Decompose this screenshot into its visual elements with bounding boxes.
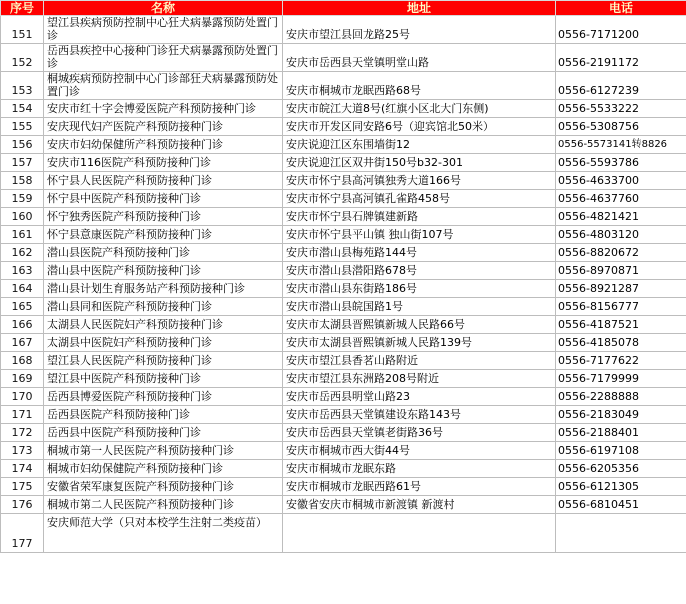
table-row [1, 514, 686, 553]
table-row [1, 388, 686, 406]
clinic-name-cell[interactable]: 望江县中医院产科预防接种门诊 [44, 370, 283, 388]
table-row [1, 208, 686, 226]
table-row [1, 424, 686, 442]
address-cell[interactable]: 安庆市潜山县梅苑路144号 [283, 244, 556, 262]
phone-cell[interactable]: 0556-8921287 [556, 280, 686, 298]
row-number-cell[interactable]: 153 [1, 72, 44, 100]
address-cell[interactable] [283, 514, 556, 553]
phone-cell[interactable]: 0556-5533222 [556, 100, 686, 118]
row-number-cell[interactable]: 158 [1, 172, 44, 190]
table-row [1, 334, 686, 352]
phone-cell[interactable]: 0556-5308756 [556, 118, 686, 136]
clinic-name-cell[interactable]: 安庆现代妇产医院产科预防接种门诊 [44, 118, 283, 136]
phone-cell[interactable]: 0556-2191172 [556, 44, 686, 72]
row-number-cell[interactable]: 175 [1, 478, 44, 496]
table-row [1, 190, 686, 208]
clinic-name-cell[interactable]: 安庆市红十字会博爱医院产科预防接种门诊 [44, 100, 283, 118]
row-number-cell[interactable]: 151 [1, 16, 44, 44]
table-row [1, 72, 686, 100]
phone-cell[interactable]: 0556-2188401 [556, 424, 686, 442]
header-phone[interactable]: 电话 [556, 1, 686, 16]
clinic-name-cell[interactable]: 岳西县疾控中心接种门诊狂犬病暴露预防处置门诊 [44, 44, 283, 72]
header-no[interactable]: 序号 [1, 1, 44, 16]
row-number-cell[interactable]: 167 [1, 334, 44, 352]
table-row [1, 460, 686, 478]
address-cell[interactable]: 安庆市怀宁县石牌镇建新路 [283, 208, 556, 226]
address-cell[interactable]: 安庆市桐城市龙眠西路68号 [283, 72, 556, 100]
table-row [1, 352, 686, 370]
address-cell[interactable]: 安庆市望江县东洲路208号附近 [283, 370, 556, 388]
address-cell[interactable]: 安庆市望江县回龙路25号 [283, 16, 556, 44]
table-row [1, 136, 686, 154]
phone-cell[interactable]: 0556-6127239 [556, 72, 686, 100]
phone-cell[interactable]: 0556-5593786 [556, 154, 686, 172]
address-cell[interactable]: 安庆市岳西县天堂镇明堂山路 [283, 44, 556, 72]
phone-cell[interactable] [556, 514, 686, 553]
row-number-cell[interactable]: 156 [1, 136, 44, 154]
table-body [1, 16, 686, 553]
row-number-cell[interactable]: 168 [1, 352, 44, 370]
clinic-name-cell[interactable]: 怀宁县中医院产科预防接种门诊 [44, 190, 283, 208]
phone-cell[interactable]: 0556-6197108 [556, 442, 686, 460]
phone-cell[interactable]: 0556-4187521 [556, 316, 686, 334]
row-number-cell[interactable]: 173 [1, 442, 44, 460]
clinic-name-cell[interactable]: 桐城市第一人民医院产科预防接种门诊 [44, 442, 283, 460]
address-cell[interactable]: 安庆市开发区同安路6号（迎宾馆北50米） [283, 118, 556, 136]
clinic-name-cell[interactable]: 安庆市116医院产科预防接种门诊 [44, 154, 283, 172]
clinic-name-cell[interactable]: 潜山县同和医院产科预防接种门诊 [44, 298, 283, 316]
row-number-cell[interactable]: 174 [1, 460, 44, 478]
row-number-cell[interactable]: 160 [1, 208, 44, 226]
address-cell[interactable]: 安庆市岳西县天堂镇建设东路143号 [283, 406, 556, 424]
phone-cell[interactable]: 0556-6205356 [556, 460, 686, 478]
clinic-name-cell[interactable]: 怀宁县意康医院产科预防接种门诊 [44, 226, 283, 244]
address-cell[interactable]: 安庆市岳西县明堂山路23 [283, 388, 556, 406]
table-row [1, 226, 686, 244]
phone-cell[interactable]: 0556-2288888 [556, 388, 686, 406]
row-number-cell[interactable]: 157 [1, 154, 44, 172]
header-address[interactable]: 地址 [283, 1, 556, 16]
row-number-cell[interactable]: 162 [1, 244, 44, 262]
address-cell[interactable]: 安庆市太湖县晋熙镇新城人民路66号 [283, 316, 556, 334]
row-number-cell[interactable]: 169 [1, 370, 44, 388]
address-cell[interactable]: 安庆市怀宁县平山镇 独山街107号 [283, 226, 556, 244]
address-cell[interactable]: 安庆市桐城市龙眠东路 [283, 460, 556, 478]
phone-cell[interactable]: 0556-7171200 [556, 16, 686, 44]
address-cell[interactable]: 安徽省安庆市桐城市新渡镇 新渡村 [283, 496, 556, 514]
table-row [1, 298, 686, 316]
phone-cell[interactable]: 0556-8970871 [556, 262, 686, 280]
clinic-name-cell[interactable]: 岳西县医院产科预防接种门诊 [44, 406, 283, 424]
phone-cell[interactable]: 0556-8156777 [556, 298, 686, 316]
row-number-cell[interactable]: 161 [1, 226, 44, 244]
phone-cell[interactable]: 0556-4633700 [556, 172, 686, 190]
clinic-name-cell[interactable]: 潜山县计划生育服务站产科预防接种门诊 [44, 280, 283, 298]
table-row [1, 316, 686, 334]
clinic-name-cell[interactable]: 潜山县医院产科预防接种门诊 [44, 244, 283, 262]
phone-cell[interactable]: 0556-4185078 [556, 334, 686, 352]
row-number-cell[interactable]: 171 [1, 406, 44, 424]
clinic-name-cell[interactable]: 安庆市妇幼保健所产科预防接种门诊 [44, 136, 283, 154]
row-number-cell[interactable]: 176 [1, 496, 44, 514]
row-number-cell[interactable]: 152 [1, 44, 44, 72]
clinic-name-cell[interactable]: 潜山县中医院产科预防接种门诊 [44, 262, 283, 280]
row-number-cell[interactable]: 159 [1, 190, 44, 208]
table-row [1, 478, 686, 496]
table-row [1, 16, 686, 44]
header-name[interactable]: 名称 [44, 1, 283, 16]
clinic-name-cell[interactable]: 怀宁县人民医院产科预防接种门诊 [44, 172, 283, 190]
clinic-name-cell[interactable]: 安庆师范大学（只对本校学生注射二类疫苗） [44, 514, 283, 553]
address-cell[interactable]: 安庆市怀宁县高河镇孔雀路458号 [283, 190, 556, 208]
clinic-name-cell[interactable]: 安徽省荣军康复医院产科预防接种门诊 [44, 478, 283, 496]
row-number-cell[interactable]: 170 [1, 388, 44, 406]
clinic-name-cell[interactable]: 岳西县博爱医院产科预防接种门诊 [44, 388, 283, 406]
address-cell[interactable]: 安庆说迎江区双井街150号b32-301 [283, 154, 556, 172]
phone-cell[interactable]: 0556-6121305 [556, 478, 686, 496]
phone-cell[interactable]: 0556-6810451 [556, 496, 686, 514]
phone-cell[interactable]: 0556-7179999 [556, 370, 686, 388]
phone-cell[interactable]: 0556-4803120 [556, 226, 686, 244]
table-row [1, 118, 686, 136]
row-number-cell[interactable]: 166 [1, 316, 44, 334]
row-number-cell[interactable]: 164 [1, 280, 44, 298]
table-row [1, 442, 686, 460]
row-number-cell[interactable]: 165 [1, 298, 44, 316]
address-cell[interactable]: 安庆市潜山县皖国路1号 [283, 298, 556, 316]
address-cell[interactable]: 安庆市桐城市西大街44号 [283, 442, 556, 460]
clinic-name-cell[interactable]: 怀宁独秀医院产科预防接种门诊 [44, 208, 283, 226]
phone-cell[interactable]: 0556-5573141转8826 [556, 136, 686, 154]
address-cell[interactable]: 安庆市桐城市龙眠西路61号 [283, 478, 556, 496]
table-row [1, 496, 686, 514]
clinic-name-cell[interactable]: 桐城市妇幼保健院产科预防接种门诊 [44, 460, 283, 478]
clinic-name-cell[interactable]: 太湖县中医院妇产科预防接种门诊 [44, 334, 283, 352]
table-row [1, 44, 686, 72]
phone-cell[interactable]: 0556-4637760 [556, 190, 686, 208]
phone-cell[interactable]: 0556-4821421 [556, 208, 686, 226]
phone-cell[interactable]: 0556-8820672 [556, 244, 686, 262]
address-cell[interactable]: 安庆市怀宁县高河镇独秀大道166号 [283, 172, 556, 190]
row-number-cell[interactable]: 154 [1, 100, 44, 118]
address-cell[interactable]: 安庆市潜山县潜阳路678号 [283, 262, 556, 280]
clinic-name-cell[interactable]: 桐城市第二人民医院产科预防接种门诊 [44, 496, 283, 514]
phone-cell[interactable]: 0556-7177622 [556, 352, 686, 370]
table-row [1, 280, 686, 298]
row-number-cell[interactable]: 163 [1, 262, 44, 280]
row-number-cell[interactable]: 155 [1, 118, 44, 136]
table-row [1, 262, 686, 280]
table-row [1, 100, 686, 118]
address-cell[interactable]: 安庆市太湖县晋熙镇新城人民路139号 [283, 334, 556, 352]
address-cell[interactable]: 安庆市望江县香茗山路附近 [283, 352, 556, 370]
table-row [1, 172, 686, 190]
clinic-name-cell[interactable]: 望江县疾病预防控制中心狂犬病暴露预防处置门诊 [44, 16, 283, 44]
clinic-name-cell[interactable]: 岳西县中医院产科预防接种门诊 [44, 424, 283, 442]
header-row [1, 1, 686, 16]
clinic-name-cell[interactable]: 桐城疾病预防控制中心门诊部狂犬病暴露预防处置门诊 [44, 72, 283, 100]
address-cell[interactable]: 安庆市岳西县天堂镇老街路36号 [283, 424, 556, 442]
phone-cell[interactable]: 0556-2183049 [556, 406, 686, 424]
clinic-name-cell[interactable]: 望江县人民医院产科预防接种门诊 [44, 352, 283, 370]
table-row [1, 406, 686, 424]
table-row [1, 370, 686, 388]
table-row [1, 154, 686, 172]
row-number-cell[interactable]: 172 [1, 424, 44, 442]
row-number-cell[interactable]: 177 [1, 514, 44, 553]
address-cell[interactable]: 安庆说迎江区东围墙街12 [283, 136, 556, 154]
address-cell[interactable]: 安庆市潜山县东街路186号 [283, 280, 556, 298]
address-cell[interactable]: 安庆市皖江大道8号(红旗小区北大门东侧) [283, 100, 556, 118]
clinic-name-cell[interactable]: 太湖县人民医院妇产科预防接种门诊 [44, 316, 283, 334]
table-row [1, 244, 686, 262]
